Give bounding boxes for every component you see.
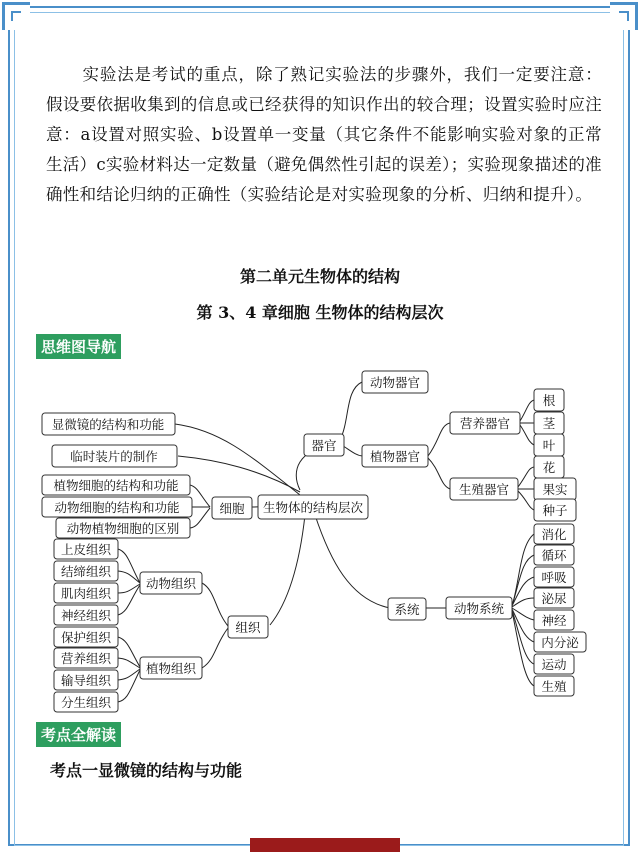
excretion-label: 泌尿 [541, 591, 567, 606]
reproductive-organ-label: 生殖器官 [458, 482, 510, 497]
respiration-label: 呼吸 [541, 570, 567, 585]
tissue-node [228, 616, 268, 638]
animal-cell-label: 动物细胞的结构和功能 [54, 500, 180, 515]
stem-label: 茎 [542, 416, 556, 431]
center-node-label: 生物体的结构层次 [262, 500, 364, 515]
chapter-title: 第 3、4 章细胞 生物体的结构层次 [196, 303, 444, 322]
system-label: 系统 [394, 602, 420, 617]
muscle-label: 肌肉组织 [60, 586, 112, 601]
connective-label: 结缔组织 [60, 564, 112, 579]
cell-node [212, 497, 252, 519]
tissue-label: 组织 [235, 620, 261, 635]
animal-organ-node [362, 371, 428, 393]
plant-organ-node [362, 445, 428, 467]
root-label: 根 [542, 393, 556, 408]
point-one-heading: 考点一显微镜的结构与功能 [50, 761, 243, 780]
circulation-node [534, 545, 574, 565]
locomotion-label: 运动 [541, 657, 567, 672]
epithelial-label: 上皮组织 [60, 542, 112, 557]
leaf-label: 叶 [542, 438, 556, 453]
leaf-node [534, 434, 564, 456]
cell-diff-node [56, 518, 190, 538]
root-node [534, 389, 564, 411]
connective-node [54, 561, 118, 581]
meristem-node [54, 692, 118, 712]
animal-system-label: 动物系统 [453, 601, 505, 616]
plant-tissue-label: 植物组织 [145, 661, 197, 676]
reproduction-label: 生殖 [541, 679, 567, 694]
animal-tissue-label: 动物组织 [145, 576, 197, 591]
seed-node [534, 499, 576, 521]
animal-organ-label: 动物器官 [369, 375, 421, 390]
flower-node [534, 456, 564, 478]
nutritive-organ-label: 营养器官 [459, 416, 511, 431]
nutrient-tissue-label: 营养组织 [60, 651, 112, 666]
plant-cell-node [42, 475, 190, 495]
mindmap-tag: 思维图导航 [36, 334, 121, 359]
center-node [258, 495, 368, 519]
conducting-label: 输导组织 [60, 673, 112, 688]
nerve-tissue-node [54, 605, 118, 625]
plant-cell-label: 植物细胞的结构和功能 [53, 478, 179, 493]
cell-diff-label: 动物植物细胞的区别 [66, 521, 180, 536]
nervous-node [534, 610, 574, 630]
plant-organ-label: 植物器官 [369, 449, 421, 464]
nervous-label: 神经 [541, 613, 567, 628]
locomotion-node [534, 654, 574, 674]
nutritive-organ-node [450, 412, 520, 434]
digestion-label: 消化 [541, 527, 567, 542]
seed-label: 种子 [542, 503, 568, 518]
protective-node [54, 627, 118, 647]
page-footer-band [250, 838, 400, 852]
reproductive-organ-node [450, 478, 518, 500]
temp-slide-node [52, 445, 177, 467]
nutrient-tissue-node [54, 648, 118, 668]
endocrine-label: 内分泌 [541, 635, 579, 650]
organ-node [304, 434, 344, 456]
animal-system-node [446, 597, 512, 619]
endocrine-node [534, 632, 586, 652]
muscle-node [54, 583, 118, 603]
animal-tissue-node [140, 572, 202, 594]
fruit-label: 果实 [542, 482, 568, 497]
conducting-node [54, 670, 118, 690]
protective-label: 保护组织 [60, 630, 112, 645]
digestion-node [534, 524, 574, 544]
epithelial-node [54, 539, 118, 559]
animal-cell-node [42, 497, 192, 517]
reproduction-node [534, 676, 574, 696]
stem-node [534, 412, 564, 434]
flower-label: 花 [542, 460, 556, 475]
organ-node-label: 器官 [311, 438, 337, 453]
meristem-label: 分生组织 [60, 695, 112, 710]
nerve-tissue-label: 神经组织 [60, 608, 112, 623]
plant-tissue-node [140, 657, 202, 679]
microscope-node [42, 413, 175, 435]
temp-slide-label: 临时装片的制作 [70, 449, 158, 464]
fruit-node [534, 478, 576, 500]
intro-paragraph-text: 实验法是考试的重点，除了熟记实验法的步骤外，我们一定要注意：假设要依据收集到的信息或已经获得的知识作出的较合理；设置实验时应注意：a设置对照实验、b设置单一变量（其它条件不能影响实验对象的正常生活）c实验材料达一定数量（避免偶然性引起的误差）；实验现象描述的准确性和结论归纳的正确性（实验结论是对实验现象的分析、归纳和提升）。 [46, 65, 602, 204]
cell-label: 细胞 [219, 501, 245, 516]
system-node [388, 598, 426, 620]
unit-title: 第二单元生物体的结构 [239, 267, 400, 286]
key-points-tag: 考点全解读 [36, 722, 121, 747]
circulation-label: 循环 [541, 548, 567, 563]
respiration-node [534, 567, 574, 587]
excretion-node [534, 588, 574, 608]
microscope-label: 显微镜的结构和功能 [51, 417, 165, 432]
